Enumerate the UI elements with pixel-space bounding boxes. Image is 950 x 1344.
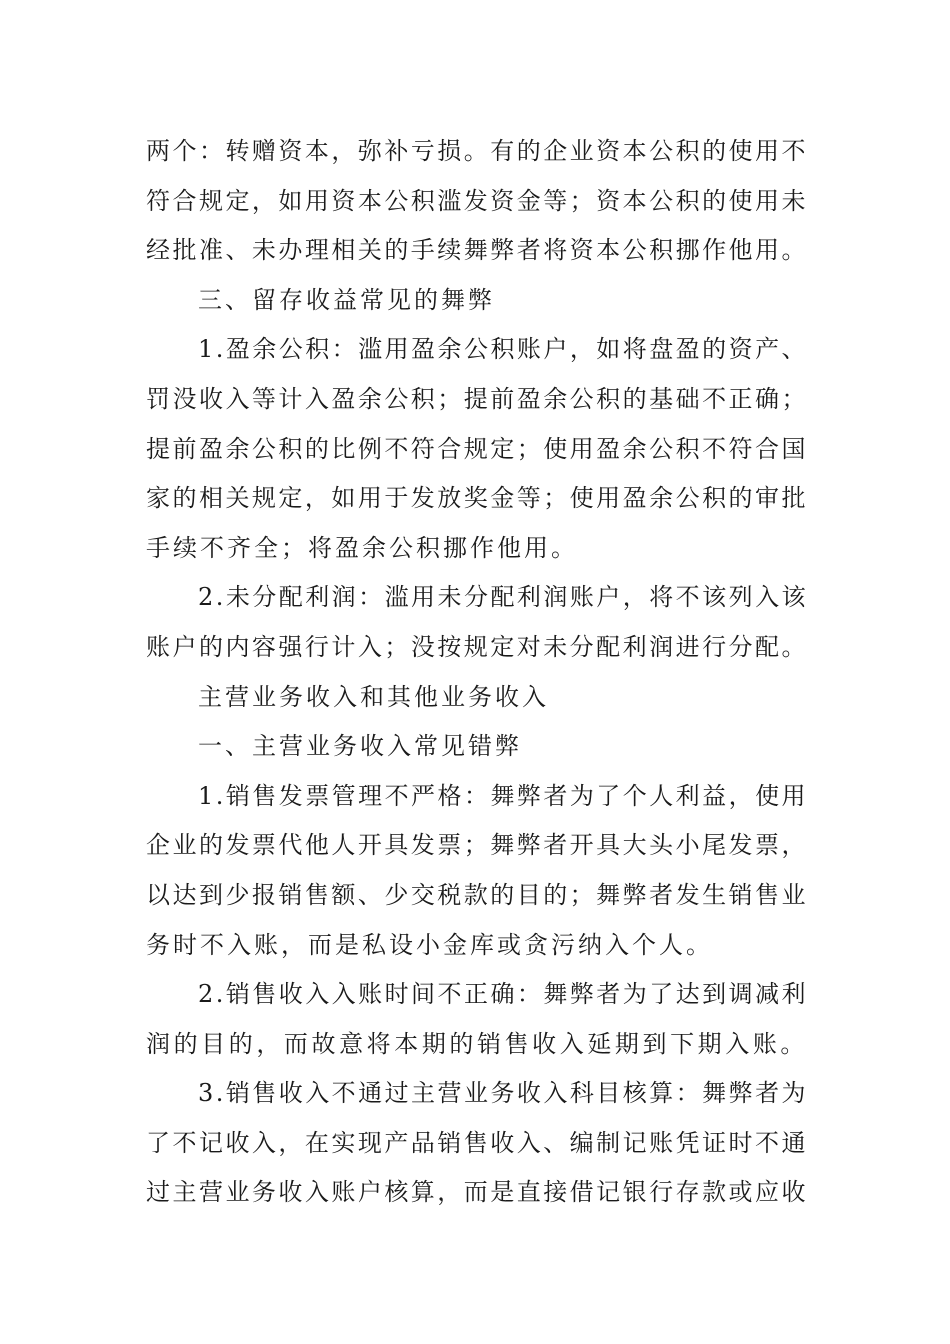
text-line: 一、主营业务收入常见错弊 xyxy=(198,732,522,761)
text-line: 过主营业务收入账户核算，而是直接借记银行存款或应收 xyxy=(146,1178,808,1207)
text-line: 2.销售收入入账时间不正确：舞弊者为了达到调减利 xyxy=(198,980,808,1009)
text-line: 以达到少报销售额、少交税款的目的；舞弊者发生销售业 xyxy=(146,880,808,909)
body-text xyxy=(146,127,808,1218)
text-line: 手续不齐全；将盈余公积挪作他用。 xyxy=(146,533,578,562)
text-line: 罚没收入等计入盈余公积；提前盈余公积的基础不正确； xyxy=(146,384,808,413)
text-line: 润的目的，而故意将本期的销售收入延期到下期入账。 xyxy=(146,1029,808,1058)
text-line: 1.盈余公积：滥用盈余公积账户，如将盘盈的资产、 xyxy=(198,335,808,364)
text-line: 了不记收入，在实现产品销售收入、编制记账凭证时不通 xyxy=(146,1128,808,1157)
text-line: 2.未分配利润：滥用未分配利润账户，将不该列入该 xyxy=(198,583,808,612)
text-line: 主营业务收入和其他业务收入 xyxy=(198,682,549,711)
text-line: 账户的内容强行计入；没按规定对未分配利润进行分配。 xyxy=(146,632,808,661)
text-line: 经批准、未办理相关的手续舞弊者将资本公积挪作他用。 xyxy=(146,236,808,265)
text-line: 两个：转赠资本，弥补亏损。有的企业资本公积的使用不 xyxy=(146,137,808,165)
text-line: 符合规定，如用资本公积滥发资金等；资本公积的使用未 xyxy=(146,186,808,215)
text-line: 三、留存收益常见的舞弊 xyxy=(198,285,495,314)
text-line: 3.销售收入不通过主营业务收入科目核算：舞弊者为 xyxy=(198,1079,808,1108)
text-line: 务时不入账，而是私设小金库或贪污纳入个人。 xyxy=(146,930,713,959)
text-line: 企业的发票代他人开具发票；舞弊者开具大头小尾发票， xyxy=(146,831,808,860)
text-line: 家的相关规定，如用于发放奖金等；使用盈余公积的审批 xyxy=(146,484,808,513)
text-line: 1.销售发票管理不严格：舞弊者为了个人利益，使用 xyxy=(198,781,808,810)
text-line: 提前盈余公积的比例不符合规定；使用盈余公积不符合国 xyxy=(146,434,808,463)
